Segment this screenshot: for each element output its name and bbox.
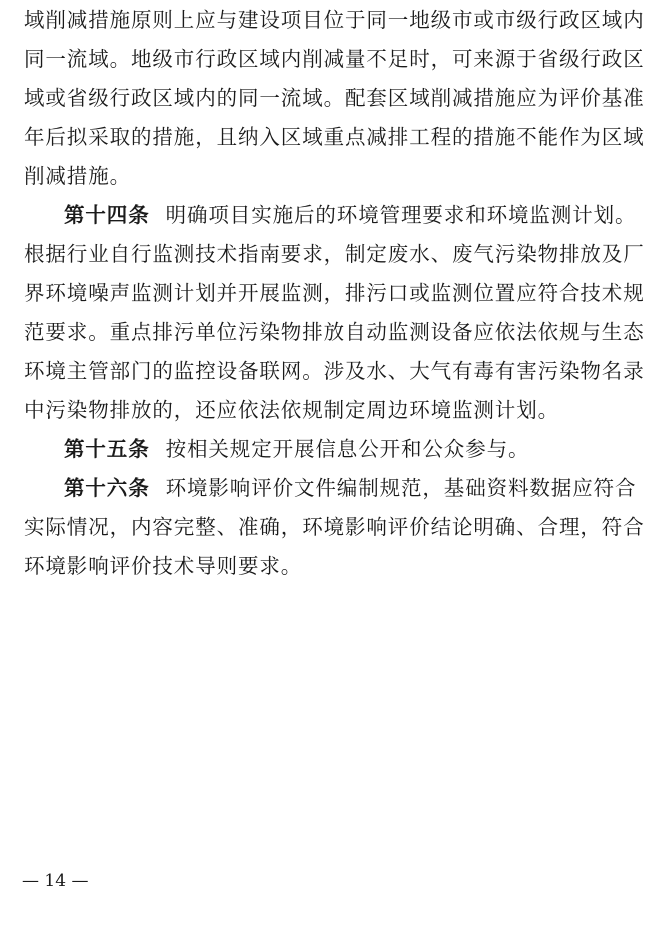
- paragraph-line: 削减措施。: [24, 164, 131, 188]
- article-14-first-line: [64, 201, 636, 229]
- article-16-title: 第十六条: [64, 476, 150, 500]
- paragraph-line: 域或省级行政区域内的同一流域。配套区域削减措施应为评价基准: [24, 86, 645, 110]
- paragraph-line: 根据行业自行监测技术指南要求，制定废水、废气污染物排放及厂: [24, 242, 645, 266]
- article-14-text: 明确项目实施后的环境管理要求和环境监测计划。: [165, 203, 637, 227]
- paragraph-line: 环境主管部门的监控设备联网。涉及水、大气有毒有害污染物名录: [24, 359, 645, 383]
- article-14-title: 第十四条: [64, 203, 150, 227]
- paragraph-line: 域削减措施原则上应与建设项目位于同一地级市或市级行政区域内: [24, 8, 645, 32]
- paragraph-line: 中污染物排放的，还应依法依规制定周边环境监测计划。: [24, 398, 559, 422]
- paragraph-line: 实际情况，内容完整、准确，环境影响评价结论明确、合理，符合: [24, 515, 645, 539]
- paragraph-line: 范要求。重点排污单位污染物排放自动监测设备应依法依规与生态: [24, 320, 645, 344]
- article-15-first-line: [64, 435, 529, 463]
- paragraph-line: 环境影响评价技术导则要求。: [24, 554, 303, 578]
- paragraph-line: 同一流域。地级市行政区域内削减量不足时，可来源于省级行政区: [24, 47, 645, 71]
- page-number: — 14 —: [22, 871, 89, 891]
- paragraph-line: 年后拟采取的措施，且纳入区域重点减排工程的措施不能作为区域: [24, 125, 645, 149]
- article-15-text: 按相关规定开展信息公开和公众参与。: [165, 437, 530, 461]
- article-15-title: 第十五条: [64, 437, 150, 461]
- article-16-first-line: [64, 474, 636, 502]
- article-16-text: 环境影响评价文件编制规范，基础资料数据应符合: [165, 476, 637, 500]
- paragraph-line: 界环境噪声监测计划并开展监测，排污口或监测位置应符合技术规: [24, 281, 645, 305]
